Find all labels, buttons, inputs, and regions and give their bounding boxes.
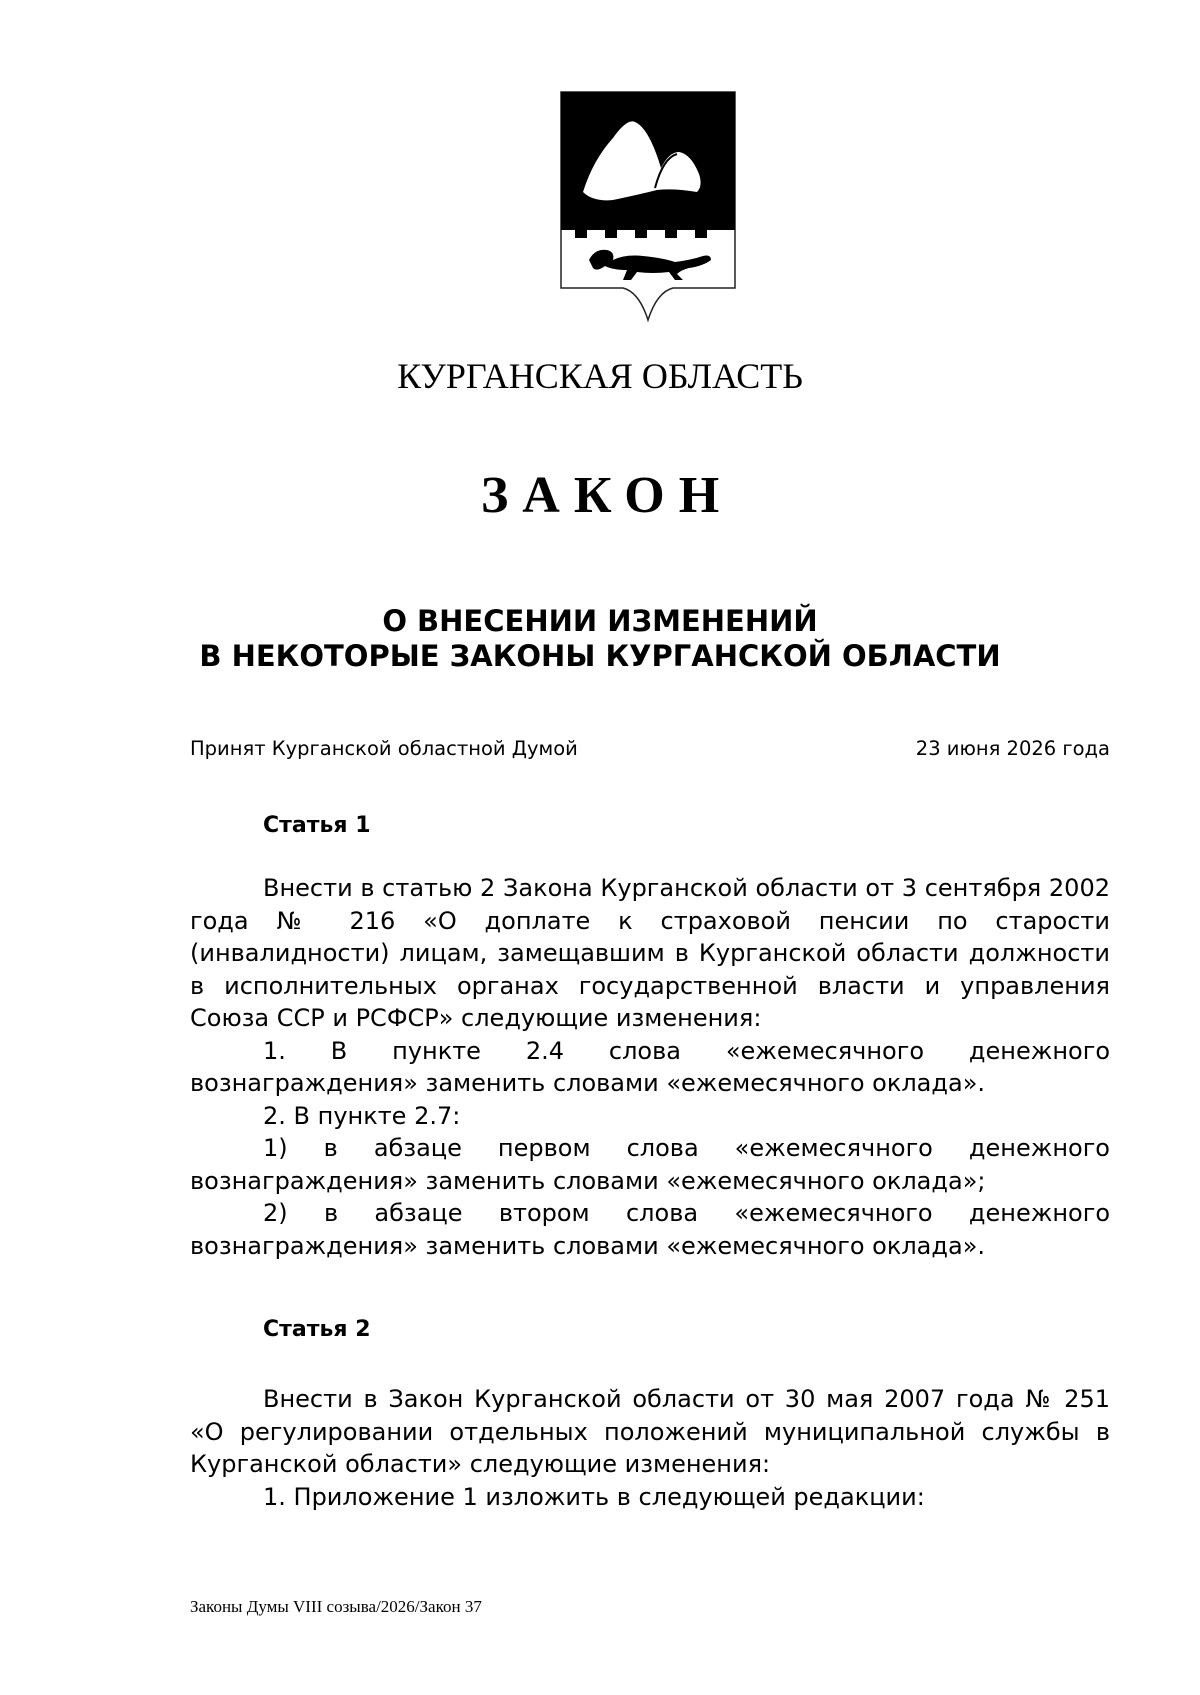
adopted-by: Принят Курганской областной Думой [190,737,578,760]
law-title-line-2: В НЕКОТОРЫЕ ЗАКОНЫ КУРГАНСКОЙ ОБЛАСТИ [199,639,1001,673]
article-1-paragraph: 1. В пункте 2.4 слова «ежемесячного денежного вознаграждения» заменить словами «ежемесячного оклада». [190,1036,1110,1097]
article-2-paragraph: Внести в Закон Курганской области от 30 мая 2007 года № 251 «О регулировании отдельных положений муниципальной службы в Курганской области» следующие изменения: [190,1385,1110,1478]
article-1-body [190,872,1110,1262]
region-name: КУРГАНСКАЯ ОБЛАСТЬ [397,356,803,396]
article-1-paragraph: Внести в статью 2 Закона Курганской области от 3 сентября 2002 года № 216 «О доплате к страховой пенсии по старости (инвалидности) лицам, замещавшим в Курганской области должности в исполнительных органах государственной власти и управления Союза ССР и РСФСР» следующие изменения: [190,874,1110,1032]
article-1-paragraph: 1) в абзаце первом слова «ежемесячного денежного вознаграждения» заменить словами «ежемесячного оклада»; [190,1134,1110,1195]
adoption-date: 23 июня 2026 года [915,737,1110,760]
adoption-line [190,737,1110,761]
coat-of-arms-icon [553,88,743,326]
article-1-paragraph: 2) в абзаце втором слова «ежемесячного денежного вознаграждения» заменить словами «ежемесячного оклада». [190,1199,1110,1260]
article-2-paragraph: 1. Приложение 1 изложить в следующей редакции: [263,1482,925,1511]
article-2-heading: Статья 2 [263,1317,371,1342]
law-title-line-1: О ВНЕСЕНИИ ИЗМЕНЕНИЙ [382,604,818,638]
law-title [0,604,1200,674]
document-footer: Законы Думы VIII созыва/2026/Закон 37 [190,1597,482,1616]
article-1-paragraph: 2. В пункте 2.7: [263,1101,461,1130]
article-2-body [190,1383,1110,1513]
document-type: ЗАКОН [480,467,734,524]
article-1-heading: Статья 1 [263,813,371,838]
